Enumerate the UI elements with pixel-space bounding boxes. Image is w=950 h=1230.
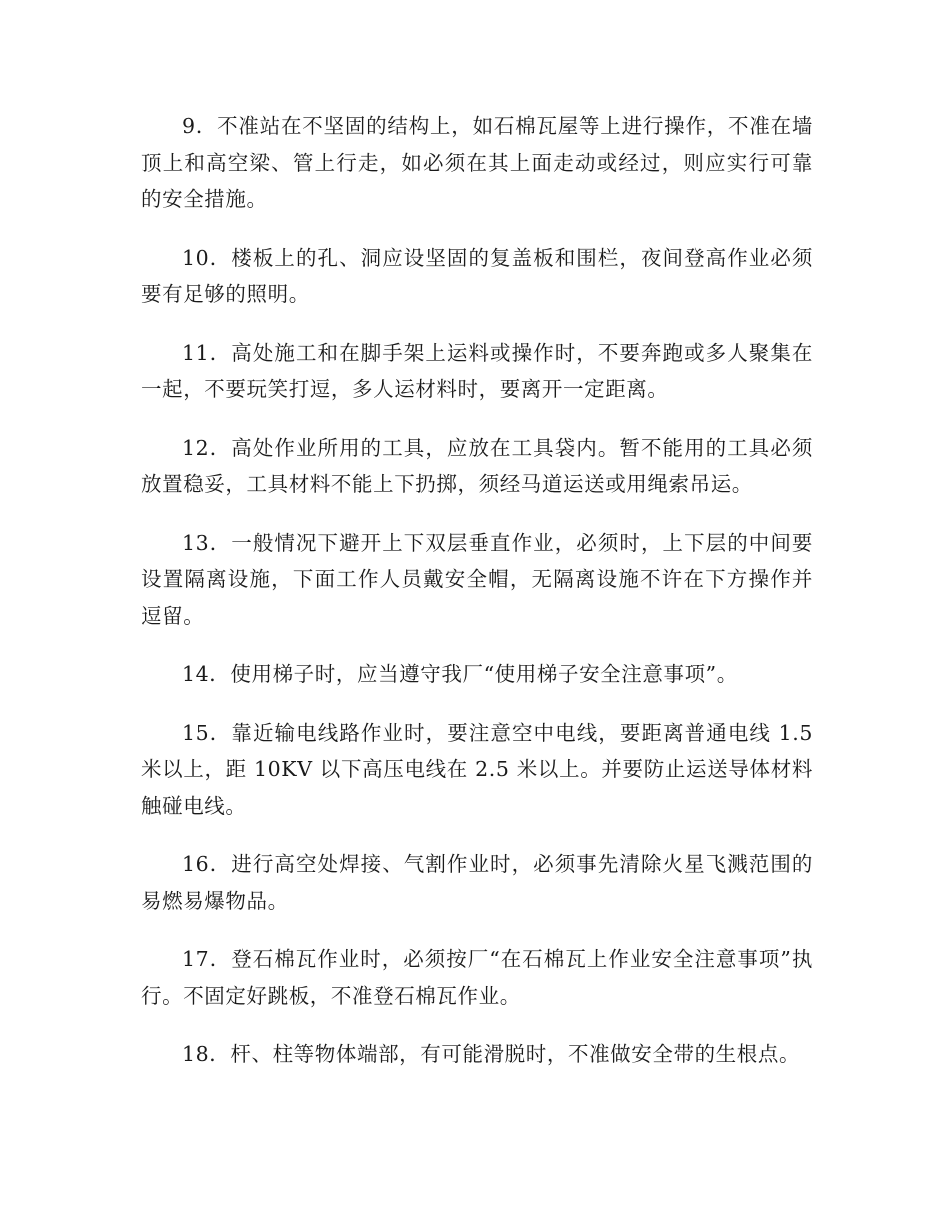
safety-rule-18: 18．杆、柱等物体端部，有可能滑脱时，不准做安全带的生根点。 bbox=[182, 1042, 801, 1066]
safety-rule-16: 16．进行高空处焊接、气割作业时，必须事先清除火星飞溅范围的易燃易爆物品。 bbox=[141, 852, 813, 913]
safety-rule-15: 15．靠近输电线路作业时，要注意空中电线，要距离普通电线 1.5米以上，距 10KV 以下高压电线在 2.5 米以上。并要防止运送导体材料触碰电线。 bbox=[141, 720, 813, 818]
document-body bbox=[141, 108, 813, 1095]
safety-rule-14: 14．使用梯子时，应当遵守我厂“使用梯子安全注意事项”。 bbox=[182, 662, 738, 686]
safety-rule-9: 9．不准站在不坚固的结构上，如石棉瓦屋等上进行操作，不准在墙顶上和高空梁、管上行走，如必须在其上面走动或经过，则应实行可靠的安全措施。 bbox=[141, 114, 813, 211]
safety-rule-17: 17．登石棉瓦作业时，必须按厂“在石棉瓦上作业安全注意事项”执行。不固定好跳板，不准登石棉瓦作业。 bbox=[141, 947, 813, 1008]
safety-rule-10: 10．楼板上的孔、洞应设坚固的复盖板和围栏，夜间登高作业必须要有足够的照明。 bbox=[141, 245, 813, 306]
safety-rule-11: 11．高处施工和在脚手架上运料或操作时，不要奔跑或多人聚集在一起，不要玩笑打逗，多人运材料时，要离开一定距离。 bbox=[141, 340, 813, 401]
safety-rule-12: 12．高处作业所用的工具，应放在工具袋内。暂不能用的工具必须放置稳妥，工具材料不能上下扔掷，须经马道运送或用绳索吊运。 bbox=[141, 435, 813, 496]
safety-rule-13: 13．一般情况下避开上下双层垂直作业，必须时，上下层的中间要设置隔离设施，下面工作人员戴安全帽，无隔离设施不许在下方操作并逗留。 bbox=[141, 530, 813, 628]
